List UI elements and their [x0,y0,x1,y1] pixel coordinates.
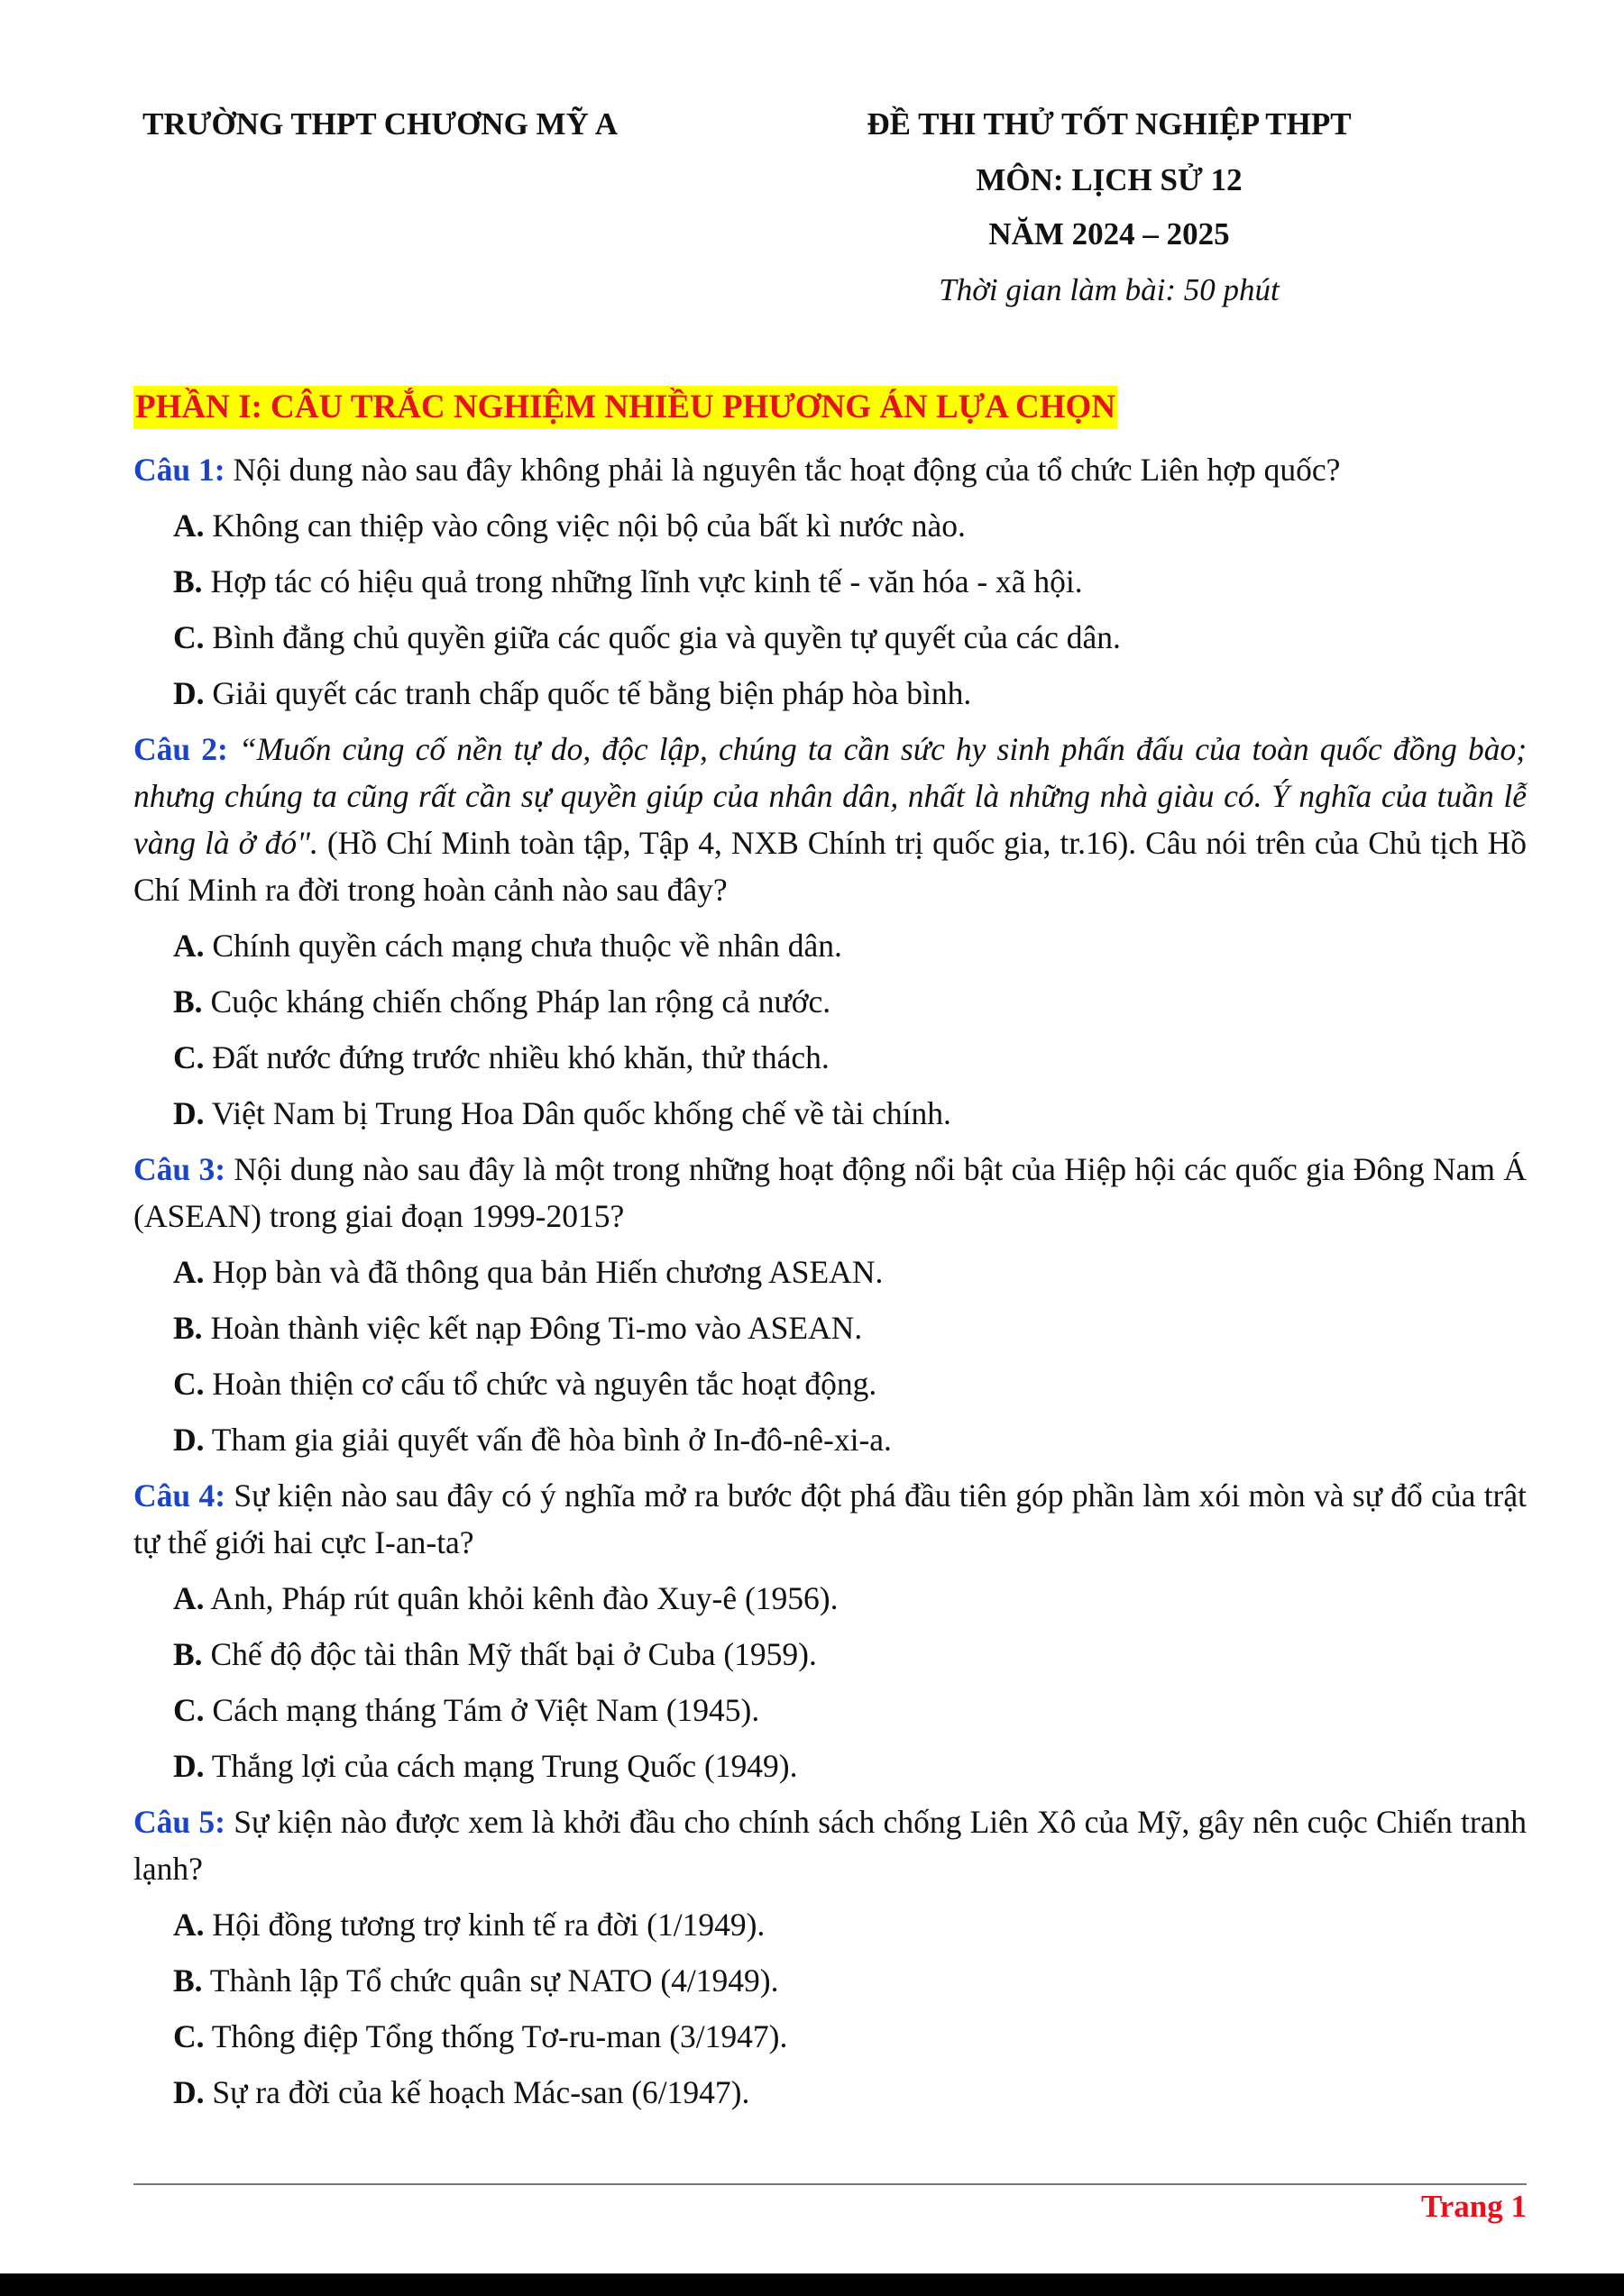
option-text: Thông điệp Tổng thống Tơ-ru-man (3/1947). [204,2018,788,2054]
question-4 [133,1472,1527,1794]
page-edge-band [0,2273,1624,2296]
footer-divider [133,2183,1527,2185]
answer-option-b [133,1953,1527,2008]
option-text: Anh, Pháp rút quân khỏi kênh đào Xuy-ê (1956). [204,1580,839,1616]
answer-option-a [133,1244,1527,1300]
option-label: A. [173,1580,205,1616]
answer-option-c [133,2008,1527,2064]
option-text: Chính quyền cách mạng chưa thuộc về nhân dân. [204,928,842,964]
option-label: C. [173,1692,205,1728]
option-label: C. [173,2018,205,2054]
option-label: D. [173,1422,205,1458]
answer-option-d [133,1738,1527,1794]
option-text: Họp bàn và đã thông qua bản Hiến chương ASEAN. [204,1254,884,1290]
exam-subject: MÔN: LỊCH SỬ 12 [976,162,1243,197]
option-text: Hoàn thành việc kết nạp Đông Ti-mo vào ASEAN. [202,1310,863,1346]
page-number: Trang 1 [1421,2189,1527,2224]
question-2 [133,726,1527,1141]
option-label: D. [173,1748,205,1784]
school-name: TRƯỜNG THPT CHƯƠNG MỸ A [142,106,618,142]
answer-option-a [133,1897,1527,1953]
answer-option-b [133,974,1527,1029]
option-text: Đất nước đứng trước nhiều khó khăn, thử thách. [204,1039,830,1075]
question-stem [133,1798,1527,1892]
question-stem [133,726,1527,913]
answer-option-d [133,1085,1527,1141]
answer-option-c [133,1356,1527,1412]
question-list [133,442,1527,2120]
question-label: Câu 1: [133,452,225,488]
option-text: Thắng lợi của cách mạng Trung Quốc (1949). [204,1748,798,1784]
question-3 [133,1146,1527,1468]
answer-option-b [133,1626,1527,1682]
option-label: B. [173,1310,203,1346]
question-stem [133,1472,1527,1566]
answer-option-c [133,609,1527,665]
answer-option-c [133,1029,1527,1085]
question-label: Câu 5: [133,1804,225,1840]
option-label: C. [173,1039,205,1075]
question-label: Câu 2: [133,731,228,767]
question-text: Sự kiện nào được xem là khởi đầu cho chính sách chống Liên Xô của Mỹ, gây nên cuộc Chiến tranh lạnh? [133,1804,1527,1887]
part-title: PHẦN I: CÂU TRẮC NGHIỆM NHIỀU PHƯƠNG ÁN LỰA CHỌN [133,386,1117,429]
exam-year: NĂM 2024 – 2025 [988,216,1230,252]
question-text: Sự kiện nào sau đây có ý nghĩa mở ra bước đột phá đầu tiên góp phần làm xói mòn và sự đổ của trật tự thế giới hai cực I-an-ta? [133,1477,1527,1560]
option-label: D. [173,675,205,711]
option-text: Cách mạng tháng Tám ở Việt Nam (1945). [204,1692,760,1728]
option-text: Hợp tác có hiệu quả trong những lĩnh vực kinh tế - văn hóa - xã hội. [202,563,1083,599]
question-text: Nội dung nào sau đây là một trong những hoạt động nổi bật của Hiệp hội các quốc gia Đông Nam Á (ASEAN) trong giai đoạn 1999-2015? [133,1151,1527,1234]
option-text: Hội đồng tương trợ kinh tế ra đời (1/1949). [204,1907,766,1943]
question-1 [133,442,1527,721]
question-label: Câu 4: [133,1477,226,1514]
option-text: Cuộc kháng chiến chống Pháp lan rộng cả nước. [202,983,831,1020]
answer-option-a [133,918,1527,974]
option-label: B. [173,563,203,599]
answer-option-a [133,1570,1527,1626]
question-stem [133,442,1527,498]
answer-option-b [133,553,1527,609]
option-label: A. [173,928,205,964]
option-label: A. [173,508,205,544]
answer-option-b [133,1300,1527,1356]
option-label: D. [173,1095,205,1131]
option-text: Sự ra đời của kế hoạch Mác-san (6/1947). [204,2074,750,2110]
answer-option-d [133,1412,1527,1468]
question-5 [133,1798,1527,2120]
option-label: C. [173,1366,205,1402]
option-text: Không can thiệp vào công việc nội bộ của bất kì nước nào. [204,508,966,544]
answer-option-d [133,2064,1527,2120]
option-label: B. [173,983,203,1020]
option-text: Giải quyết các tranh chấp quốc tế bằng biện pháp hòa bình. [204,675,972,711]
answer-option-d [133,665,1527,721]
question-stem [133,1146,1527,1239]
option-label: D. [173,2074,205,2110]
answer-option-c [133,1682,1527,1738]
exam-title: ĐỀ THI THỬ TỐT NGHIỆP THPT [867,106,1352,142]
answer-option-a [133,498,1527,553]
question-quote: “Muốn củng cố nền tự do, độc lập, chúng ta cần sức hy sinh phấn đấu của toàn quốc đồng bào; nhưng chúng ta cũng rất cần sự quyền giúp của nhân dân, nhất là những nhà giàu có. Ý nghĩa của tuần lễ vàng là ở đó". [133,731,1528,861]
exam-duration: Thời gian làm bài: 50 phút [939,272,1280,307]
question-label: Câu 3: [133,1151,226,1187]
option-text: Tham gia giải quyết vấn đề hòa bình ở In-đô-nê-xi-a. [204,1422,892,1458]
option-label: B. [173,1962,203,1999]
option-label: A. [173,1254,205,1290]
option-text: Bình đẳng chủ quyền giữa các quốc gia và quyền tự quyết của các dân. [204,619,1121,655]
question-text: Nội dung nào sau đây không phải là nguyên tắc hoạt động của tổ chức Liên hợp quốc? [225,452,1341,488]
option-label: C. [173,619,205,655]
question-text: (Hồ Chí Minh toàn tập, Tập 4, NXB Chính trị quốc gia, tr.16). Câu nói trên của Chủ tịch Hồ Chí Minh ra đời trong hoàn cảnh nào sau đây? [133,825,1527,908]
option-text: Việt Nam bị Trung Hoa Dân quốc khống chế về tài chính. [204,1095,951,1131]
option-text: Hoàn thiện cơ cấu tổ chức và nguyên tắc hoạt động. [204,1366,877,1402]
option-label: B. [173,1636,203,1672]
option-text: Thành lập Tổ chức quân sự NATO (4/1949). [202,1962,779,1999]
option-label: A. [173,1907,205,1943]
option-text: Chế độ độc tài thân Mỹ thất bại ở Cuba (1959). [202,1636,817,1672]
